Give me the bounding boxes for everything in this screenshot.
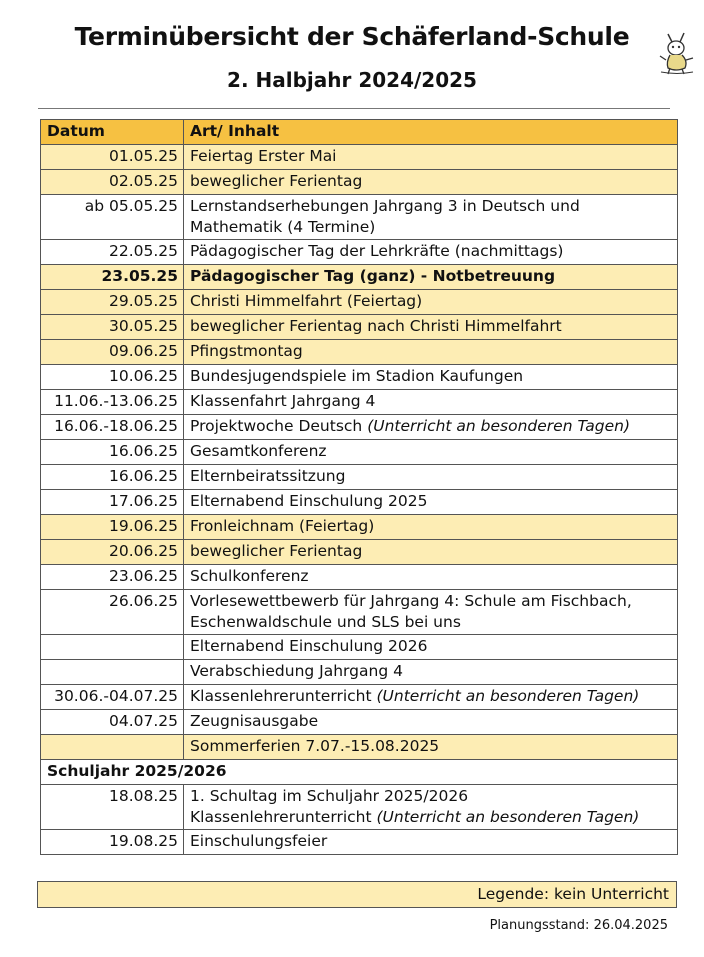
row-date: 17.06.25 bbox=[41, 490, 184, 515]
row-date: 22.05.25 bbox=[41, 240, 184, 265]
column-header-content: Art/ Inhalt bbox=[184, 120, 678, 145]
row-date bbox=[41, 635, 184, 660]
row-date: 09.06.25 bbox=[41, 340, 184, 365]
row-content bbox=[184, 685, 678, 710]
row-content: Pädagogischer Tag (ganz) - Notbetreuung bbox=[184, 265, 678, 290]
row-content: Verabschiedung Jahrgang 4 bbox=[184, 660, 678, 685]
row-date: 30.05.25 bbox=[41, 315, 184, 340]
school-mascot-logo-icon bbox=[658, 28, 696, 76]
row-content bbox=[184, 415, 678, 440]
table-row bbox=[41, 145, 678, 170]
row-content: Bundesjugendspiele im Stadion Kaufungen bbox=[184, 365, 678, 390]
table-row bbox=[41, 735, 678, 760]
row-content-text: Klassenlehrerunterricht bbox=[190, 687, 377, 705]
row-date: 04.07.25 bbox=[41, 710, 184, 735]
row-content: Christi Himmelfahrt (Feiertag) bbox=[184, 290, 678, 315]
row-content: Klassenfahrt Jahrgang 4 bbox=[184, 390, 678, 415]
row-content: Sommerferien 7.07.-15.08.2025 bbox=[184, 735, 678, 760]
row-content-line bbox=[190, 807, 671, 828]
row-note: (Unterricht an besonderen Tagen) bbox=[376, 808, 640, 826]
planning-status: Planungsstand: 26.04.2025 bbox=[489, 918, 668, 933]
table-row bbox=[41, 685, 678, 710]
row-content: Vorlesewettbewerb für Jahrgang 4: Schule am Fischbach, Eschenwaldschule und SLS bei uns bbox=[184, 590, 678, 635]
row-date: 18.08.25 bbox=[41, 785, 184, 830]
row-content: Pädagogischer Tag der Lehrkräfte (nachmittags) bbox=[184, 240, 678, 265]
row-content: Fronleichnam (Feiertag) bbox=[184, 515, 678, 540]
row-content bbox=[184, 785, 678, 830]
table-row bbox=[41, 565, 678, 590]
schedule-table bbox=[40, 119, 678, 855]
table-row bbox=[41, 390, 678, 415]
table-row bbox=[41, 315, 678, 340]
row-date: 02.05.25 bbox=[41, 170, 184, 195]
table-row bbox=[41, 830, 678, 855]
table-row bbox=[41, 590, 678, 635]
row-content: Schulkonferenz bbox=[184, 565, 678, 590]
legend: Legende: kein Unterricht bbox=[37, 881, 677, 908]
row-content: beweglicher Ferientag bbox=[184, 540, 678, 565]
row-content-line: 1. Schultag im Schuljahr 2025/2026 bbox=[190, 787, 469, 805]
row-date: 01.05.25 bbox=[41, 145, 184, 170]
page-title: Terminübersicht der Schäferland-Schule bbox=[74, 22, 630, 51]
table-row bbox=[41, 195, 678, 240]
row-date: 26.06.25 bbox=[41, 590, 184, 635]
row-content: Feiertag Erster Mai bbox=[184, 145, 678, 170]
table-row bbox=[41, 515, 678, 540]
table-row bbox=[41, 540, 678, 565]
row-date bbox=[41, 660, 184, 685]
row-content: beweglicher Ferientag nach Christi Himmelfahrt bbox=[184, 315, 678, 340]
row-content: Zeugnisausgabe bbox=[184, 710, 678, 735]
row-date: 30.06.-04.07.25 bbox=[41, 685, 184, 710]
section-row bbox=[41, 760, 678, 785]
table-row bbox=[41, 710, 678, 735]
row-content: Elternabend Einschulung 2026 bbox=[184, 635, 678, 660]
table-row bbox=[41, 660, 678, 685]
table-row bbox=[41, 490, 678, 515]
row-note: (Unterricht an besonderen Tagen) bbox=[376, 687, 640, 705]
table-row bbox=[41, 785, 678, 830]
row-content-text: Klassenlehrerunterricht bbox=[190, 808, 377, 826]
row-content: beweglicher Ferientag bbox=[184, 170, 678, 195]
row-content: Elternbeiratssitzung bbox=[184, 465, 678, 490]
row-date: 16.06.25 bbox=[41, 465, 184, 490]
row-content: Gesamtkonferenz bbox=[184, 440, 678, 465]
table-row bbox=[41, 240, 678, 265]
table-row bbox=[41, 265, 678, 290]
row-date: 19.06.25 bbox=[41, 515, 184, 540]
row-date: 23.05.25 bbox=[41, 265, 184, 290]
header-divider bbox=[38, 108, 670, 109]
row-date: 11.06.-13.06.25 bbox=[41, 390, 184, 415]
table-row bbox=[41, 170, 678, 195]
row-date: 29.05.25 bbox=[41, 290, 184, 315]
row-date: 16.06.25 bbox=[41, 440, 184, 465]
row-content: Einschulungsfeier bbox=[184, 830, 678, 855]
row-date bbox=[41, 735, 184, 760]
table-header-row bbox=[41, 120, 678, 145]
row-date: ab 05.05.25 bbox=[41, 195, 184, 240]
table-row bbox=[41, 365, 678, 390]
row-note: (Unterricht an besonderen Tagen) bbox=[367, 417, 631, 435]
section-title: Schuljahr 2025/2026 bbox=[41, 760, 678, 785]
row-date: 19.08.25 bbox=[41, 830, 184, 855]
row-date: 10.06.25 bbox=[41, 365, 184, 390]
row-date: 16.06.-18.06.25 bbox=[41, 415, 184, 440]
row-content-text: Projektwoche Deutsch bbox=[190, 417, 368, 435]
row-content: Lernstandserhebungen Jahrgang 3 in Deutsch und Mathematik (4 Termine) bbox=[184, 195, 678, 240]
table-row bbox=[41, 635, 678, 660]
table-row bbox=[41, 415, 678, 440]
table-row bbox=[41, 290, 678, 315]
row-date: 23.06.25 bbox=[41, 565, 184, 590]
table-row bbox=[41, 440, 678, 465]
row-content: Elternabend Einschulung 2025 bbox=[184, 490, 678, 515]
page-subtitle: 2. Halbjahr 2024/2025 bbox=[227, 68, 477, 92]
row-content: Pfingstmontag bbox=[184, 340, 678, 365]
row-date: 20.06.25 bbox=[41, 540, 184, 565]
table-row bbox=[41, 465, 678, 490]
column-header-date: Datum bbox=[41, 120, 184, 145]
table-row bbox=[41, 340, 678, 365]
